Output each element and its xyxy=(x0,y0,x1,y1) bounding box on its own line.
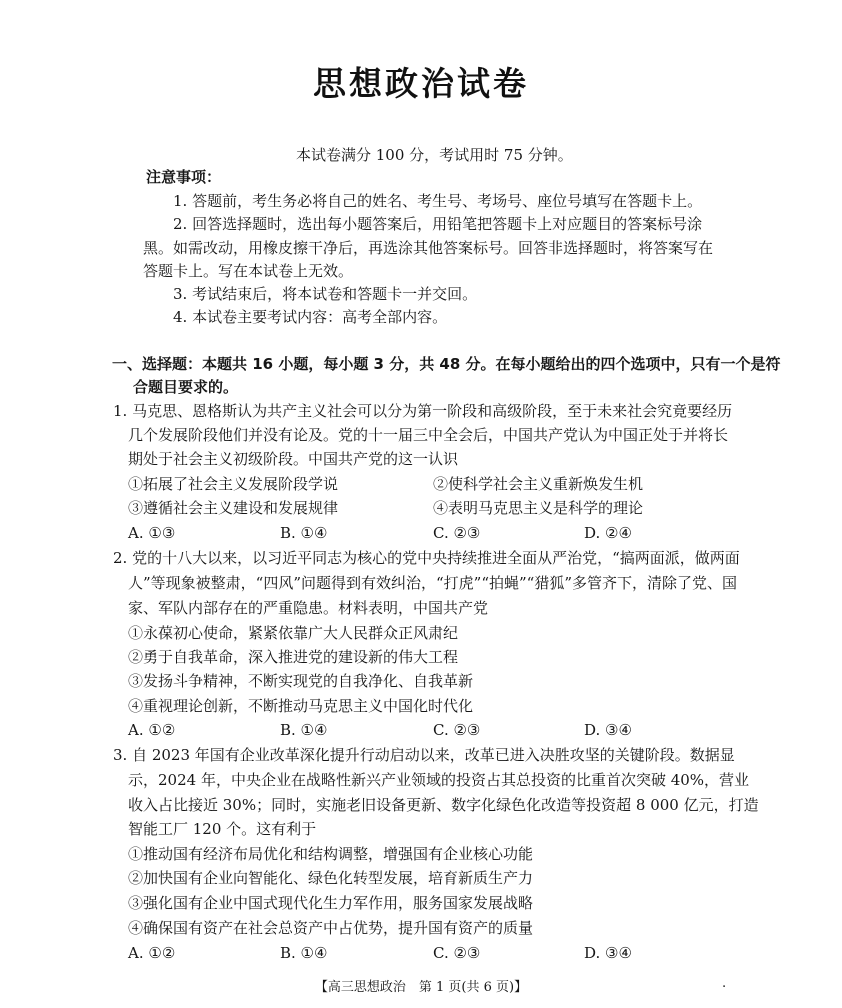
q2-choice-d: D. ③④ xyxy=(584,721,632,739)
q2-choice-b: B. ①④ xyxy=(280,721,328,739)
notice-line: 黑。如需改动，用橡皮擦干净后，再选涂其他答案标号。回答非选择题时，将答案写在 xyxy=(143,239,714,257)
page-title: 思想政治试卷 xyxy=(313,64,529,103)
q1-item: ③遵循社会主义建设和发展规律 xyxy=(128,499,339,517)
q2-item: ②勇于自我革命，深入推进党的建设新的伟大工程 xyxy=(128,648,459,666)
q3-item: ①推动国有经济布局优化和结构调整，增强国有企业核心功能 xyxy=(128,845,534,863)
footer-mark: . xyxy=(722,976,727,991)
q3-stem-line: 3. 自 2023 年国有企业改革深化提升行动启动以来，改革已进入决胜攻坚的关键阶段。数据显 xyxy=(113,746,735,764)
notice-line: 3. 考试结束后，将本试卷和答题卡一并交回。 xyxy=(173,285,478,303)
q1-item: ②使科学社会主义重新焕发生机 xyxy=(433,475,644,493)
q3-choice-b: B. ①④ xyxy=(280,944,328,962)
q1-item: ④表明马克思主义是科学的理论 xyxy=(433,499,644,517)
notice-line: 2. 回答选择题时，选出每小题答案后，用铅笔把答题卡上对应题目的答案标号涂 xyxy=(173,215,703,233)
q2-stem-line: 人”等现象被整肃，“四风”问题得到有效纠治，“打虎”“拍蝇”“猎狐”多管齐下，清除了党、国 xyxy=(128,574,738,592)
q1-stem-line: 几个发展阶段他们并没有论及。党的十一届三中全会后，中国共产党认为中国正处于并将长 xyxy=(128,426,729,444)
notice-heading: 注意事项： xyxy=(146,168,222,186)
q2-stem-line: 家、军队内部存在的严重隐患。材料表明，中国共产党 xyxy=(128,599,489,617)
q1-choice-d: D. ②④ xyxy=(584,524,632,542)
page-footer: 【高三思想政治 第 1 页(共 6 页)】 xyxy=(314,980,528,995)
q3-stem-line: 智能工厂 120 个。这有利于 xyxy=(128,820,317,838)
q1-choice-b: B. ①④ xyxy=(280,524,328,542)
q2-choice-a: A. ①② xyxy=(128,721,176,739)
q3-item: ④确保国有资产在社会总资产中占优势，提升国有资产的质量 xyxy=(128,919,534,937)
q3-item: ③强化国有企业中国式现代化生力军作用，服务国家发展战略 xyxy=(128,894,534,912)
exam-intro: 本试卷满分 100 分，考试用时 75 分钟。 xyxy=(296,146,573,164)
q3-choice-a: A. ①② xyxy=(128,944,176,962)
notice-line: 1. 答题前，考生务必将自己的姓名、考生号、考场号、座位号填写在答题卡上。 xyxy=(173,192,703,210)
q1-stem-line: 1. 马克思、恩格斯认为共产主义社会可以分为第一阶段和高级阶段，至于未来社会究竟要经历 xyxy=(113,402,733,420)
section-heading-cont: 合题目要求的。 xyxy=(133,378,239,396)
q2-item: ④重视理论创新，不断推动马克思主义中国化时代化 xyxy=(128,697,474,715)
q2-item: ①永葆初心使命，紧紧依靠广大人民群众正风肃纪 xyxy=(128,624,459,642)
q1-item: ①拓展了社会主义发展阶段学说 xyxy=(128,475,339,493)
q1-choice-c: C. ②③ xyxy=(433,524,481,542)
q1-stem-line: 期处于社会主义初级阶段。中国共产党的这一认识 xyxy=(128,450,459,468)
q2-item: ③发扬斗争精神，不断实现党的自我净化、自我革新 xyxy=(128,672,474,690)
notice-line: 4. 本试卷主要考试内容：高考全部内容。 xyxy=(173,308,448,326)
q3-choice-c: C. ②③ xyxy=(433,944,481,962)
q3-stem-line: 收入占比接近 30%；同时，实施老旧设备更新、数字化绿色化改造等投资超 8 000 亿元，打造 xyxy=(128,796,759,814)
section-heading: 一、选择题：本题共 16 小题，每小题 3 分，共 48 分。在每小题给出的四个选项中，只有一个是符 xyxy=(112,355,781,373)
q1-choice-a: A. ①③ xyxy=(128,524,176,542)
q2-choice-c: C. ②③ xyxy=(433,721,481,739)
q3-stem-line: 示，2024 年，中央企业在战略性新兴产业领域的投资占其总投资的比重首次突破 40%，营业 xyxy=(128,771,750,789)
q3-item: ②加快国有企业向智能化、绿色化转型发展，培育新质生产力 xyxy=(128,869,534,887)
notice-line: 答题卡上。写在本试卷上无效。 xyxy=(143,262,354,280)
q3-choice-d: D. ③④ xyxy=(584,944,632,962)
q2-stem-line: 2. 党的十八大以来，以习近平同志为核心的党中央持续推进全面从严治党，“搞两面派，做两面 xyxy=(113,549,740,567)
